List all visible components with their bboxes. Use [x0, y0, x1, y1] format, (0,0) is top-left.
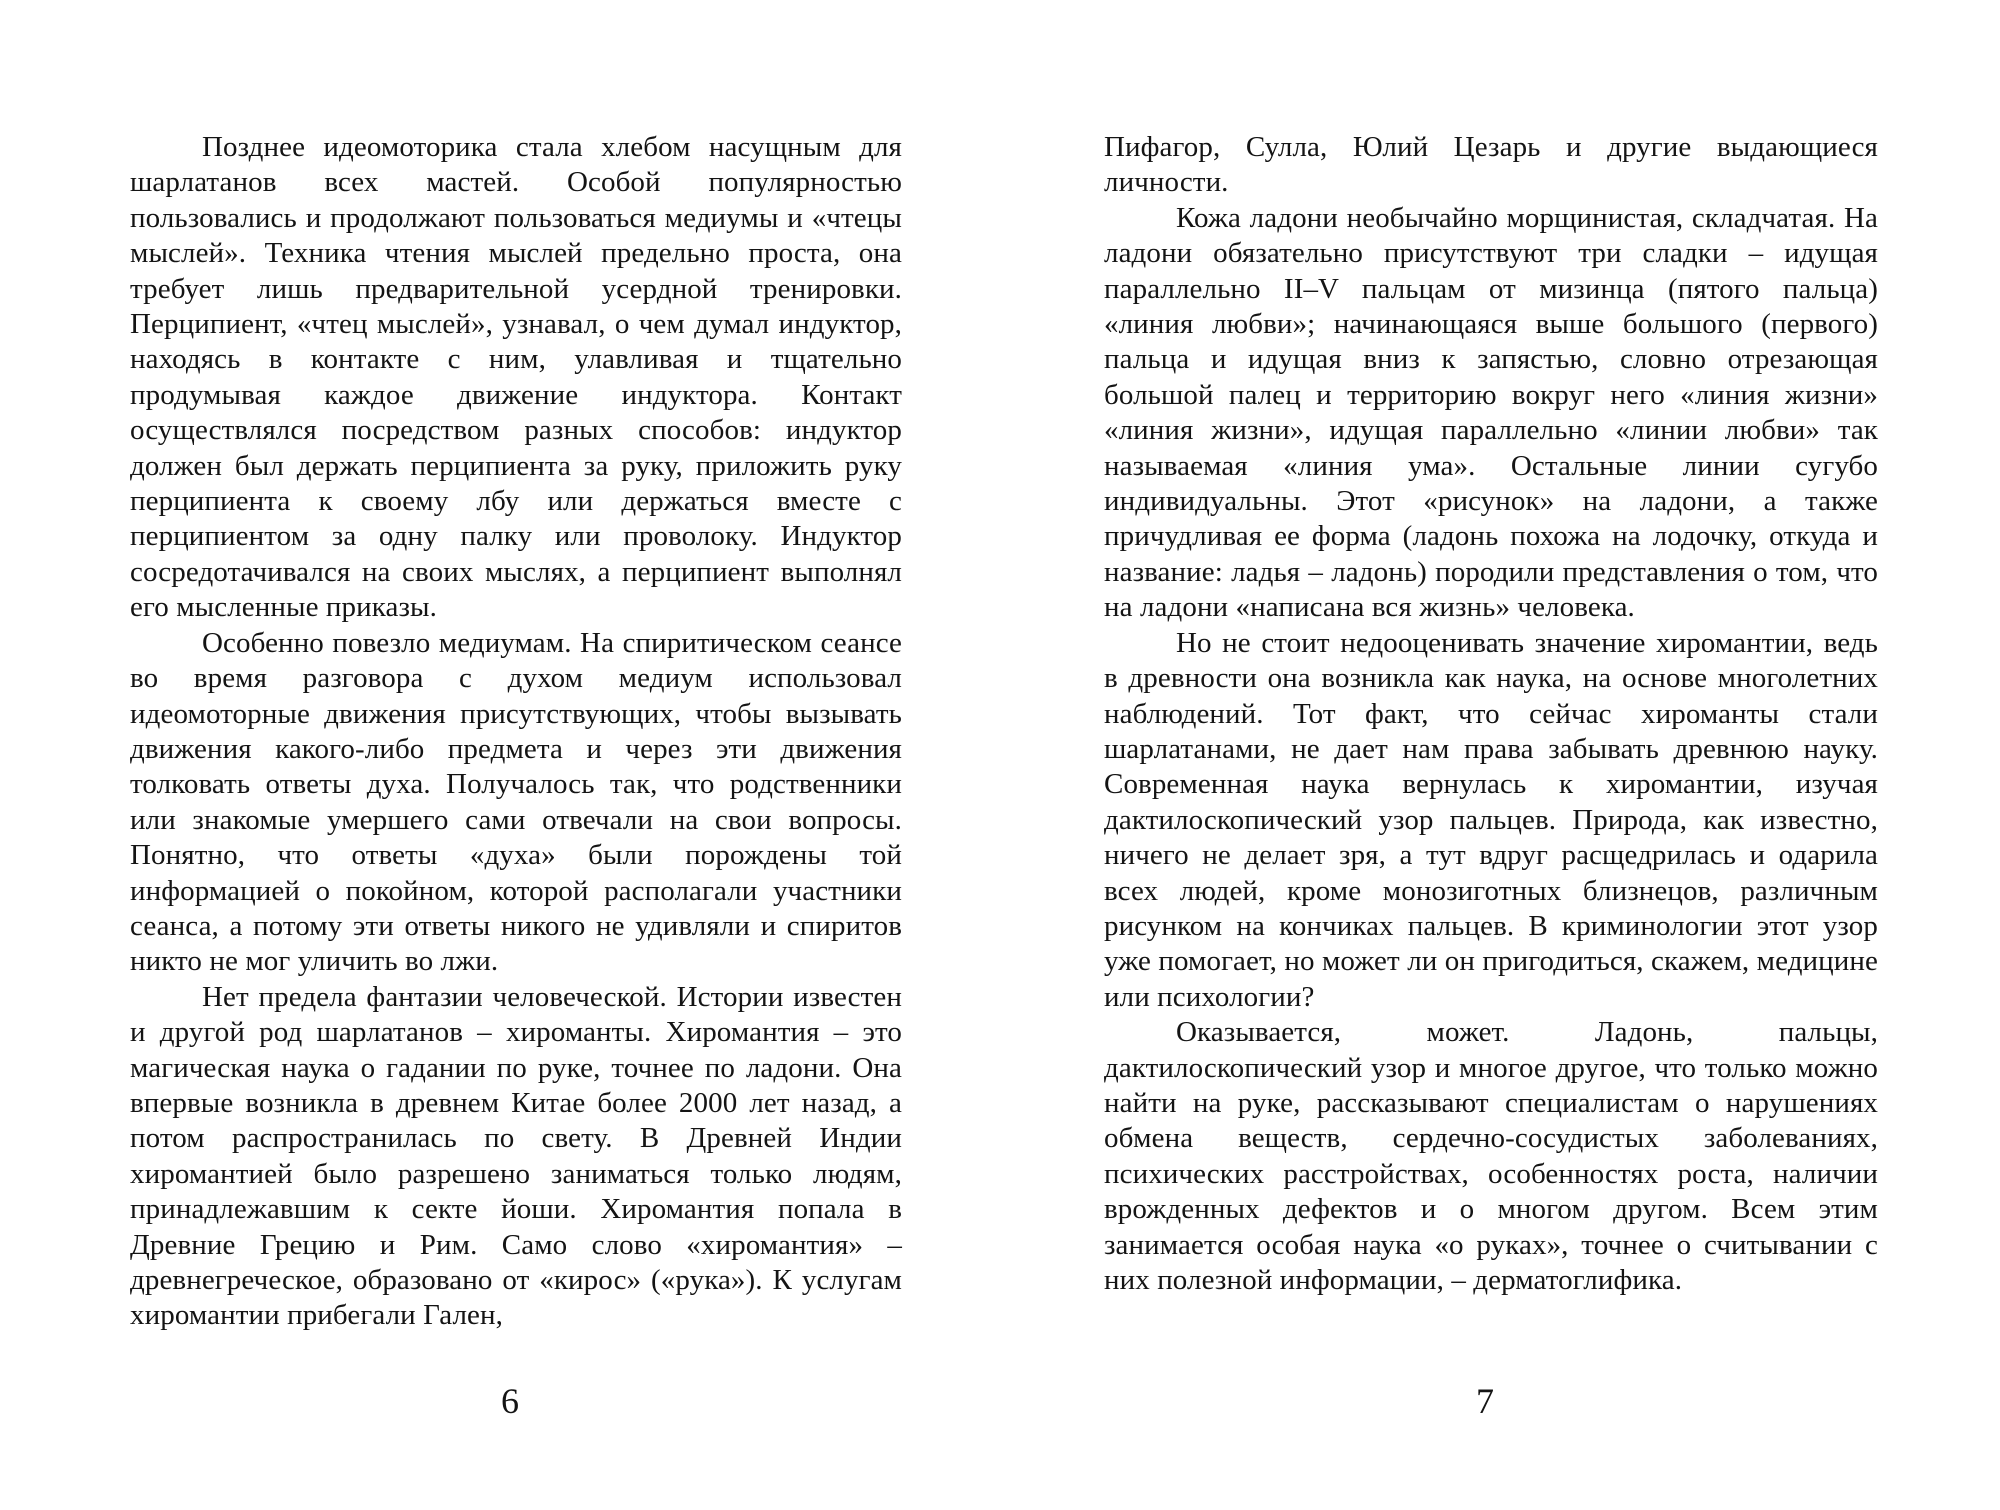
- page-number: 6: [501, 1381, 519, 1421]
- paragraph: Позднее идеомоторика стала хлебом насущным для шарлатанов всех мастей. Особой популярностью пользовались и продолжают пользоваться медиумы и «чтецы мыслей». Техника чтения мыслей предельно проста, она требует лишь предварительной усердной тренировки. Перципиент, «чтец мыслей», узнавал, о чем думал индуктор, находясь в контакте с ним, улавливая и тщательно продумывая каждое движение индуктора. Контакт осуществлялся посредством разных способов: индуктор должен был держать перципиента за руку, приложить руку перципиента к своему лбу или держаться вместе с перципиентом за одну палку или проволоку. Индуктор сосредотачивался на своих мыслях, а перципиент выполнял его мысленные приказы.: [130, 131, 902, 624]
- paragraph-continuation: Пифагор, Сулла, Юлий Цезарь и другие выдающиеся личности.: [1104, 131, 1878, 199]
- page-number: 7: [1476, 1381, 1494, 1421]
- paragraph: Кожа ладони необычайно морщинистая, складчатая. На ладони обязательно присутствуют три сладки – идущая параллельно II–V пальцам от мизинца (пятого пальца) «линия любви»; начинающаяся выше большого (первого) пальца и идущая вниз к запястью, словно отрезающая большой палец и территорию вокруг него «линия жизни» «линия жизни», идущая параллельно «линии любви» так называемая «линия ума». Остальные линии сугубо индивидуальны. Этот «рисунок» на ладони, а также причудливая ее форма (ладонь похожа на лодочку, откуда и название: ладья – ладонь) породили представления о том, что на ладони «написана вся жизнь» человека.: [1104, 201, 1878, 624]
- paragraph: Особенно повезло медиумам. На спиритическом сеансе во время разговора с духом медиум использовал идеомоторные движения присутствующих, чтобы вызывать движения какого-либо предмета и через эти движения толковать ответы духа. Получалось так, что родственники или знакомые умершего сами отвечали на свои вопросы. Понятно, что ответы «духа» были порождены той информацией о покойном, которой располагали участники сеанса, а потому эти ответы никого не удивляли и спиритов никто не мог уличить во лжи.: [130, 626, 902, 978]
- right-page: [1000, 0, 2000, 1510]
- paragraph: Оказывается, может. Ладонь, пальцы, дактилоскопический узор и многое другое, что только можно найти на руке, рассказывают специалистам о нарушениях обмена веществ, сердечно-сосудистых заболеваниях, психических расстройствах, особенностях роста, наличии врожденных дефектов и о многом другом. Всем этим занимается особая наука «о руках», точнее о считывании с них полезной информации, – дерматоглифика.: [1104, 1016, 1878, 1296]
- paragraph: Нет предела фантазии человеческой. Истории известен и другой род шарлатанов – хироманты. Хиромантия – это магическая наука о гадании по руке, точнее по ладони. Она впервые возникла в древнем Китае более 2000 лет назад, а потом распространилась по свету. В Древней Индии хиромантией было разрешено заниматься только людям, принадлежавшим к секте йоши. Хиромантия попала в Древние Грецию и Рим. Само слово «хиромантия» – древнегреческое, образовано от «кирос» («рука»). К услугам хиромантии прибегали Гален,: [130, 980, 902, 1332]
- right-text-column: [1104, 130, 1878, 1298]
- left-text-column: [130, 130, 902, 1334]
- paragraph: Но не стоит недооценивать значение хиромантии, ведь в древности она возникла как наука, на основе многолетних наблюдений. Тот факт, что сейчас хироманты стали шарлатанами, не дает нам права забывать древнюю науку. Современная наука вернулась к хиромантии, изучая дактилоскопический узор пальцев. Природа, как известно, ничего не делает зря, а тут вдруг расщедрилась и одарила всех людей, кроме монозиготных близнецов, различным рисунком на кончиках пальцев. В криминологии этот узор уже помогает, но может ли он пригодиться, скажем, медицине или психологии?: [1104, 626, 1878, 1013]
